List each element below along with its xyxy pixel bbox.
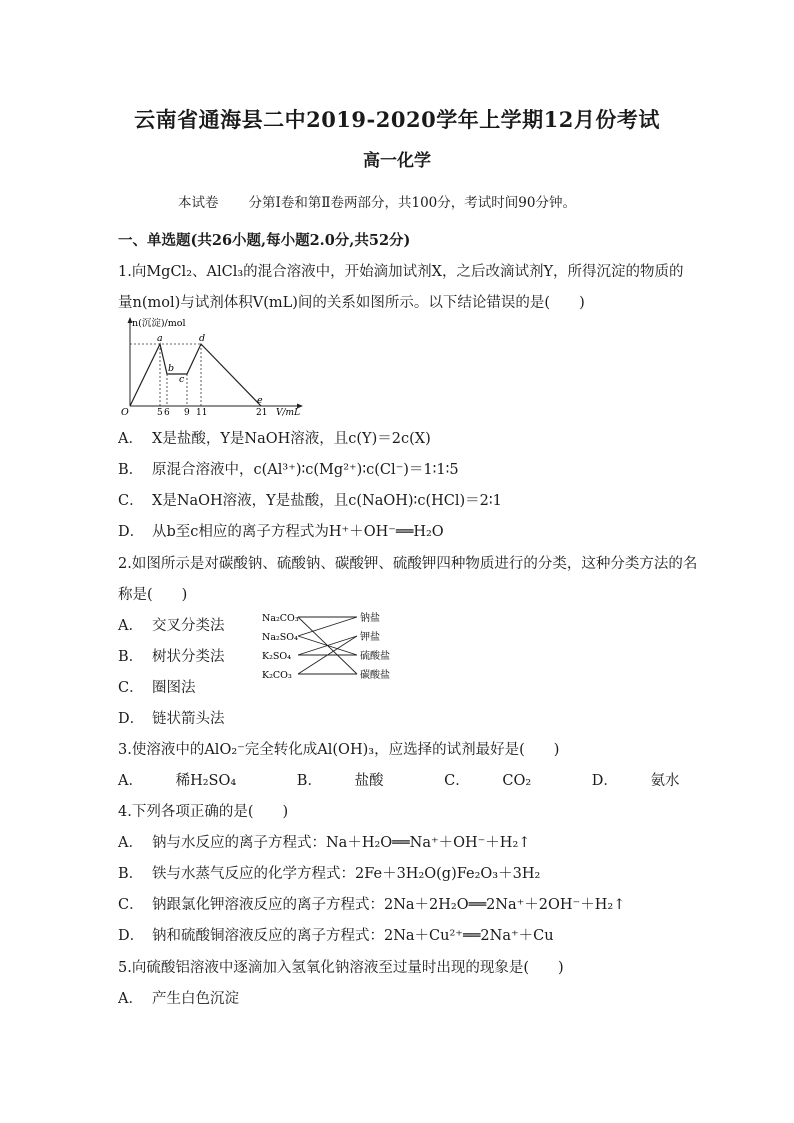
diagram-connectors — [298, 617, 357, 674]
q4-option-b[interactable]: B． 铁与水蒸气反应的化学方程式：2Fe＋3H₂O(g)Fe₂O₃＋3H₂ — [118, 866, 541, 882]
q4-option-c[interactable]: C． 钠跟氯化钾溶液反应的离子方程式：2Na＋2H₂O══2Na⁺＋2OH⁻＋H₂↑ — [118, 897, 626, 913]
diagram-left-na2so4: Na₂SO₄ — [262, 632, 298, 643]
q2-stem-line1: 2.如图所示是对碳酸钠、硫酸钠、碳酸钾、硫酸钾四种物质进行的分类，这种分类方法的名 — [118, 556, 698, 572]
graph-origin-label: O — [121, 407, 129, 418]
diagram-left-k2co3: K₂CO₃ — [262, 670, 292, 681]
q3-option-c[interactable]: C． CO₂ — [444, 773, 532, 789]
graph-tick-11: 11 — [196, 408, 208, 418]
q5-stem: 5.向硫酸铝溶液中逐滴加入氢氧化钠溶液至过量时出现的现象是( ) — [118, 960, 564, 976]
diagram-right-potassium-salt: 钾盐 — [360, 632, 380, 643]
q1-precipitate-graph — [118, 314, 308, 418]
diagram-right-sodium-salt: 钠盐 — [360, 613, 380, 624]
graph-guides — [130, 344, 201, 406]
graph-point-e: e — [257, 395, 263, 406]
graph-point-c: c — [179, 374, 185, 385]
graph-point-d: d — [199, 333, 206, 344]
q2-cross-classification-diagram — [258, 608, 408, 686]
q3-option-a[interactable]: A． 稀H₂SO₄ — [118, 773, 237, 789]
q2-option-d[interactable]: D． 链状箭头法 — [118, 711, 225, 727]
section-heading: 一、单选题(共26小题,每小题2.0分,共52分) — [118, 232, 411, 249]
exam-note — [178, 191, 576, 211]
diagram-left-na2co3: Na₂CO₃ — [262, 613, 299, 624]
graph-tick-5: 5 — [157, 408, 163, 418]
exam-note-part-a: 本试卷 — [178, 195, 219, 211]
q1-stem-line1: 1.向MgCl₂、AlCl₃的混合溶液中，开始滴加试剂X，之后改滴试剂Y，所得沉淀的物质的 — [118, 264, 684, 280]
q1-option-d[interactable]: D． 从b至c相应的离子方程式为H⁺＋OH⁻══H₂O — [118, 524, 444, 540]
diagram-left-k2so4: K₂SO₄ — [262, 651, 292, 662]
q5-option-a[interactable]: A． 产生白色沉淀 — [118, 991, 239, 1007]
q4-option-a[interactable]: A． 钠与水反应的离子方程式：Na＋H₂O══Na⁺＋OH⁻＋H₂↑ — [118, 835, 531, 851]
graph-tick-9: 9 — [184, 408, 190, 418]
diagram-right-carbonate: 碳酸盐 — [360, 670, 390, 681]
graph-tick-6: 6 — [164, 408, 170, 418]
q3-stem: 3.使溶液中的AlO₂⁻完全转化成Al(OH)₃，应选择的试剂最好是( ) — [118, 742, 560, 758]
q2-option-c[interactable]: C． 圈图法 — [118, 680, 196, 696]
exam-subtitle: 高一化学 — [363, 151, 431, 171]
exam-note-part-b: 分第Ⅰ卷和第Ⅱ卷两部分，共100分，考试时间90分钟。 — [248, 195, 576, 211]
q1-option-a[interactable]: A． X是盐酸，Y是NaOH溶液，且c(Y)＝2c(X) — [118, 431, 431, 447]
q1-option-c[interactable]: C． X是NaOH溶液，Y是盐酸，且c(NaOH)∶c(HCl)＝2∶1 — [118, 493, 502, 509]
graph-point-b: b — [168, 363, 175, 374]
graph-point-a: a — [157, 333, 163, 344]
q2-option-a[interactable]: A． 交叉分类法 — [118, 618, 225, 634]
q1-stem-line2: 量n(mol)与试剂体积V(mL)间的关系如图所示。以下结论错误的是( ) — [118, 295, 585, 311]
q3-option-b[interactable]: B． 盐酸 — [296, 773, 384, 789]
graph-x-label: V/mL — [276, 408, 301, 418]
q4-stem: 4.下列各项正确的是( ) — [118, 804, 289, 820]
q2-stem-line2: 称是( ) — [118, 587, 188, 603]
q3-option-d[interactable]: D． 氨水 — [591, 773, 680, 789]
q2-option-b[interactable]: B． 树状分类法 — [118, 649, 225, 665]
graph-y-label: n(沉淀)/mol — [132, 318, 186, 329]
graph-tick-21: 21 — [256, 408, 268, 418]
graph-curve — [130, 344, 261, 406]
q4-option-d[interactable]: D． 钠和硫酸铜溶液反应的离子方程式：2Na＋Cu²⁺══2Na⁺＋Cu — [118, 928, 554, 944]
q3-options-row — [118, 769, 736, 790]
exam-title: 云南省通海县二中2019-2020学年上学期12月份考试 — [134, 107, 660, 132]
q1-option-b[interactable]: B． 原混合溶液中，c(Al³⁺)∶c(Mg²⁺)∶c(Cl⁻)＝1∶1∶5 — [118, 462, 459, 478]
diagram-right-sulfate: 硫酸盐 — [360, 651, 390, 662]
